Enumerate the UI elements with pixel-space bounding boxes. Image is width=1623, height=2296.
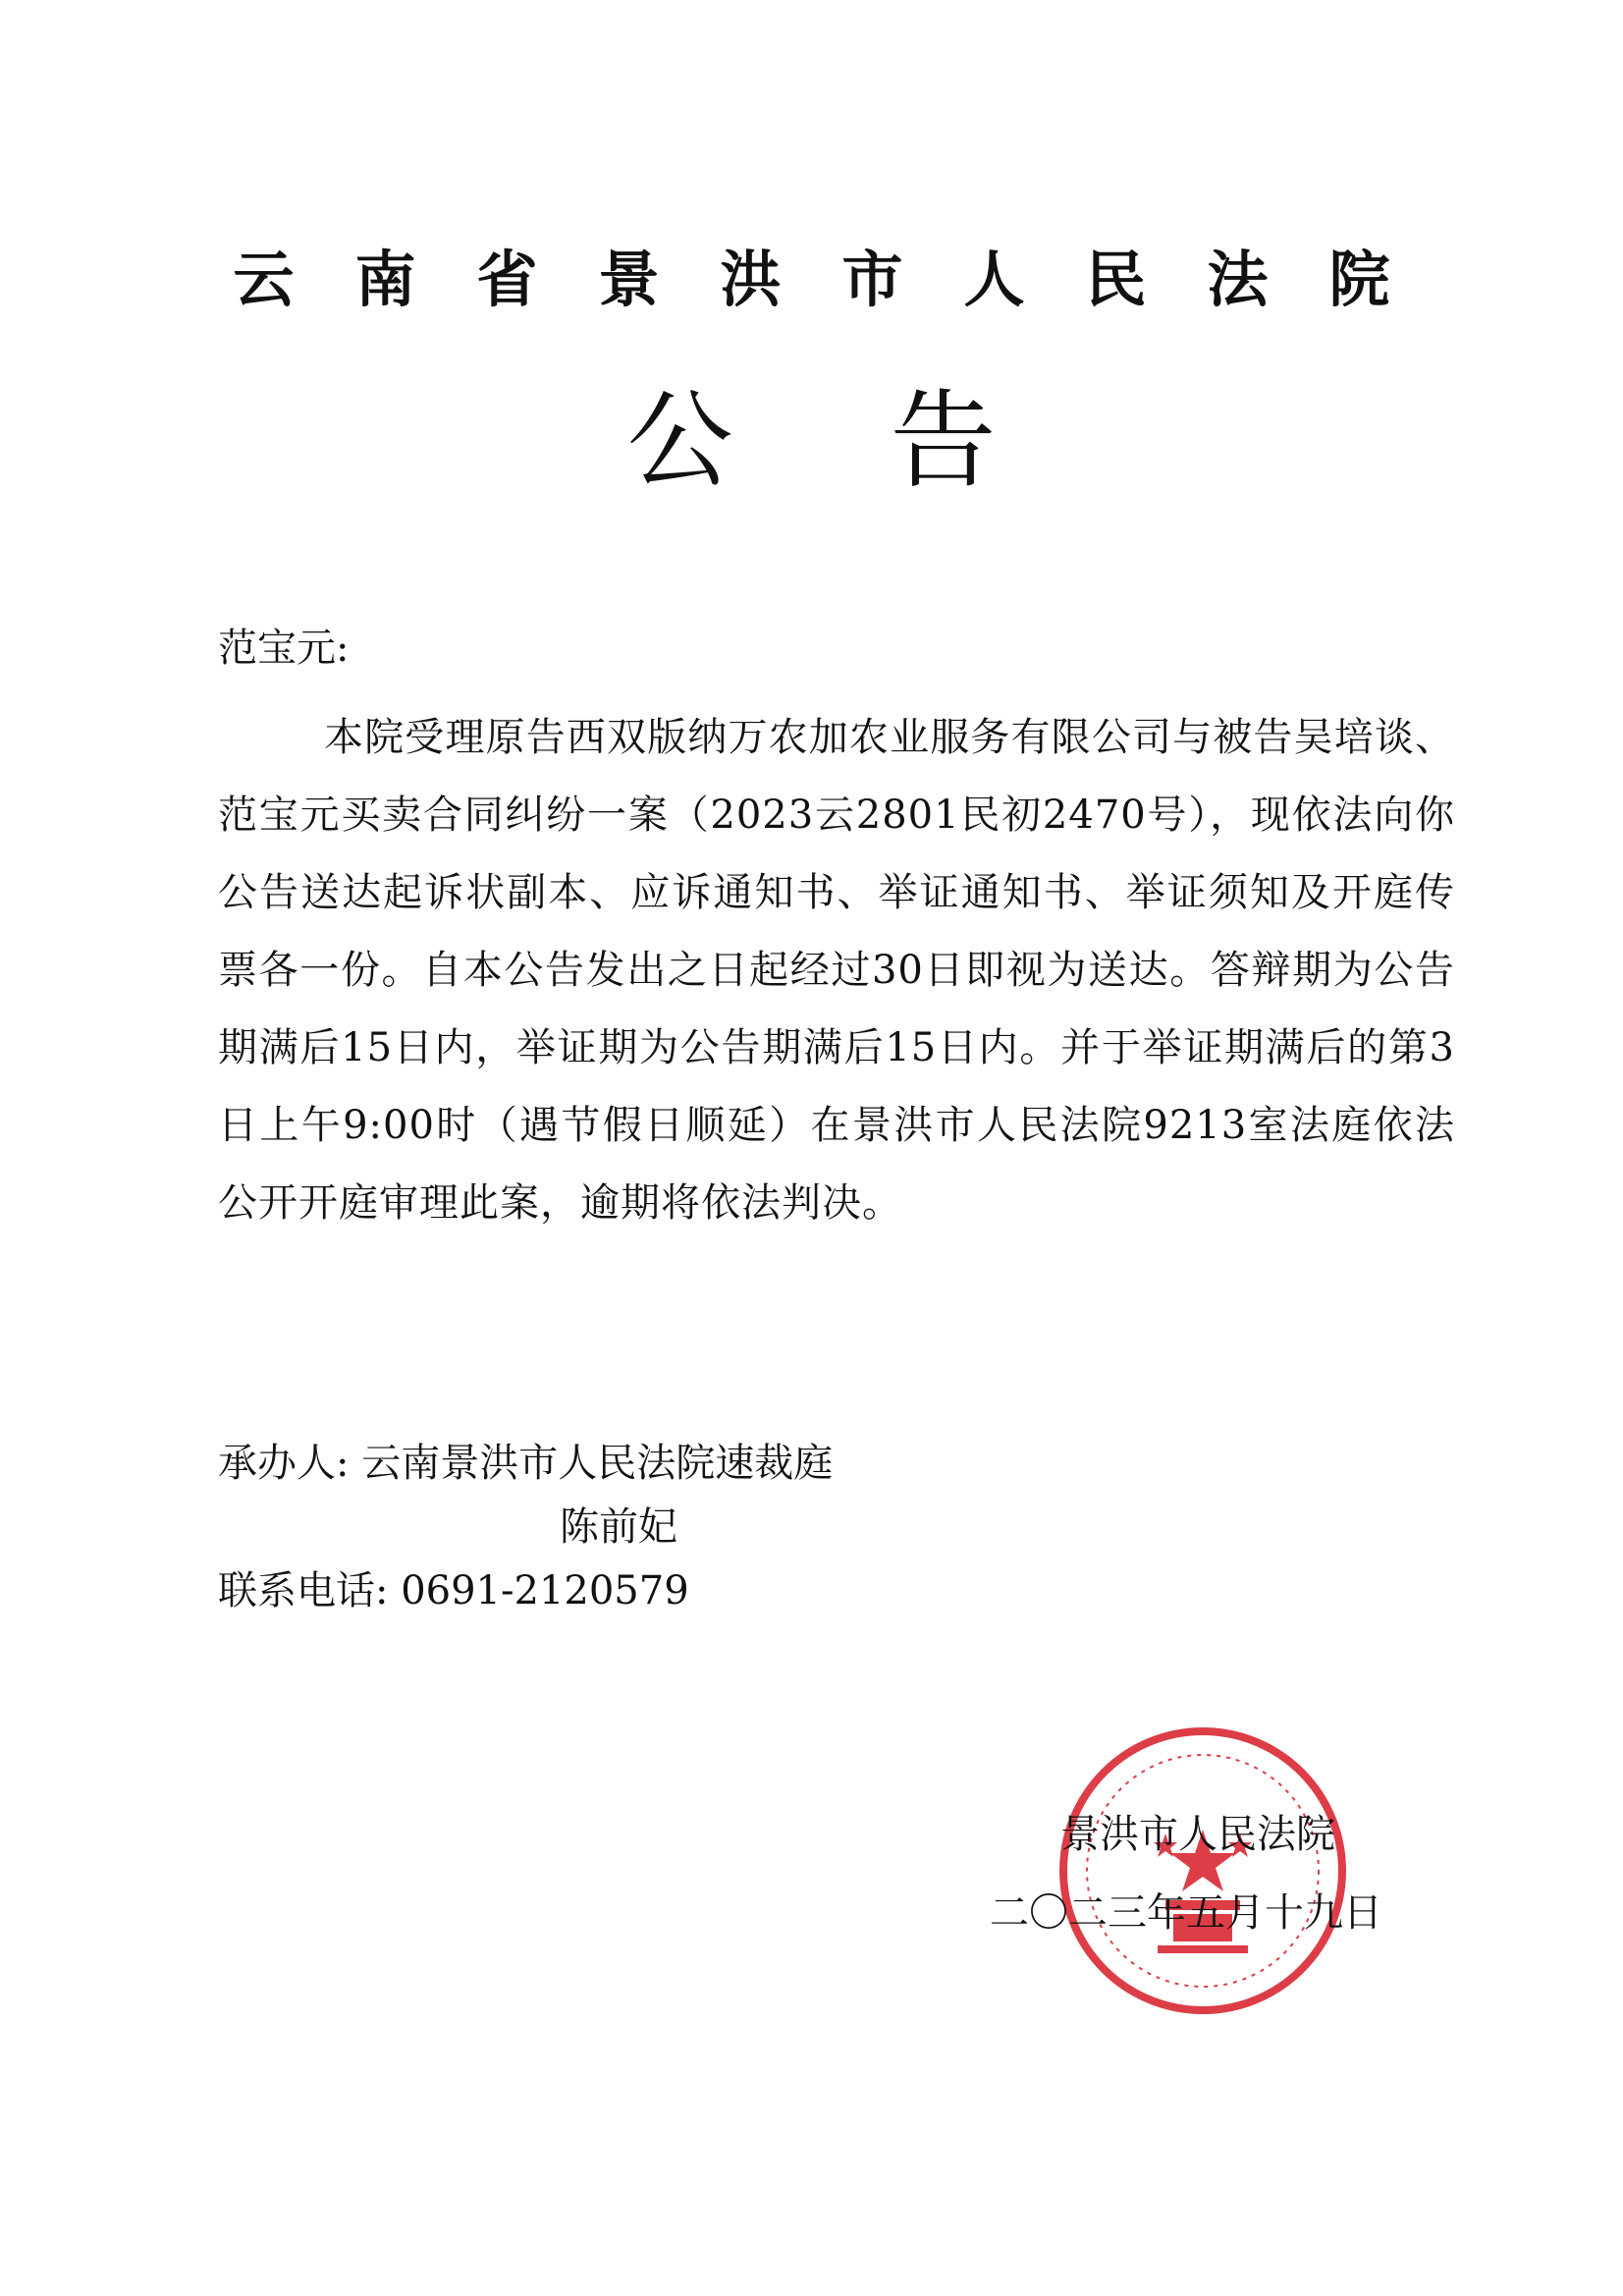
phone-line: 联系电话: 0691-2120579 [218, 1568, 689, 1613]
notice-body: 本院受理原告西双版纳万农加农业服务有限公司与被告吴培谈、范宝元买卖合同纠纷一案（2023云2801民初2470号），现依法向你公告送达起诉状副本、应诉通知书、举证通知书、举证须知及开庭传票各一份。自本公告发出之日起经过30日即视为送达。答辩期为公告期满后15日内，举证期为公告期满后15日内。并于举证期满后的第3日上午9:00时（遇节假日顺延）在景洪市人民法院9213室法庭依法公开开庭审理此案，逾期将依法判决。 [218, 715, 1455, 1226]
handler-line: 承办人: 云南景洪市人民法院速裁庭 [218, 1441, 834, 1486]
court-seal-stamp [1055, 1723, 1350, 2018]
signing-date: 二〇二三年五月十九日 [990, 1890, 1382, 1936]
handler-person: 陈前妃 [560, 1504, 677, 1550]
court-name-heading: 云南省景洪市人民法院 [233, 244, 1451, 315]
notice-title: 公告 [626, 380, 1154, 503]
signing-court: 景洪市人民法院 [1060, 1812, 1335, 1857]
addressee: 范宝元: [218, 626, 350, 671]
